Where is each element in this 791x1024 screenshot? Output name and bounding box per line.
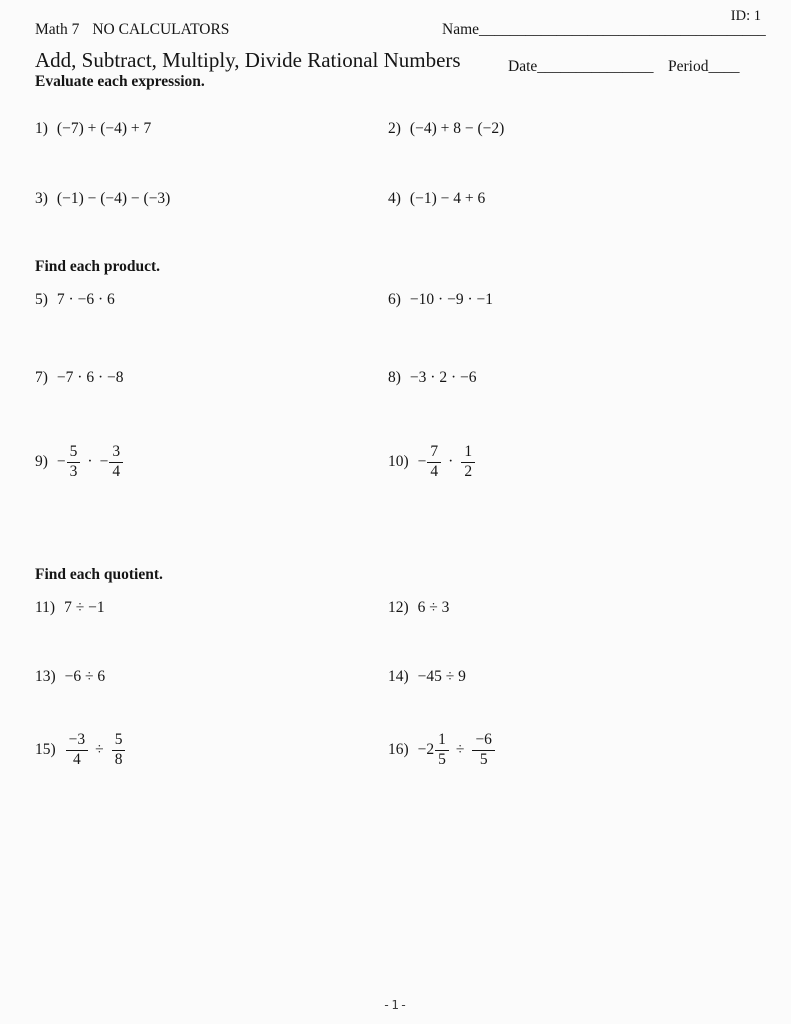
fraction <box>109 443 123 481</box>
fraction <box>427 443 441 481</box>
fraction-denominator: 4 <box>109 462 123 482</box>
problem-expression: (−1) − 4 + 6 <box>409 190 486 207</box>
period-label: Period <box>668 58 709 75</box>
problem-number: 6) <box>388 291 401 308</box>
problem-expression: −6 ÷ 6 <box>64 668 106 685</box>
problem-number: 3) <box>35 190 48 207</box>
problem-number: 7) <box>35 369 48 386</box>
problem-13 <box>35 668 105 686</box>
fraction-denominator: 3 <box>67 462 81 482</box>
problem-number: 2) <box>388 120 401 137</box>
fraction-numerator: 7 <box>430 443 439 460</box>
problem-1 <box>35 120 151 138</box>
name-label: Name <box>442 21 480 38</box>
no-calculators-label: NO CALCULATORS <box>92 21 230 38</box>
course-label: Math 7 <box>35 21 80 38</box>
multiply-operator: · <box>448 453 454 471</box>
course-line <box>35 21 229 39</box>
problem-expression: (−4) + 8 − (−2) <box>409 120 505 137</box>
problem-number: 8) <box>388 369 401 386</box>
fraction-denominator: 4 <box>427 462 441 482</box>
fraction-numerator: 3 <box>112 443 121 460</box>
problem-number: 5) <box>35 291 48 308</box>
problem-expression: (−1) − (−4) − (−3) <box>56 190 171 207</box>
period-line <box>668 58 739 76</box>
problem-expression: −10 · −9 · −1 <box>409 291 493 308</box>
problem-number: 13) <box>35 668 56 685</box>
name-blank: _____________________________________ <box>479 21 766 38</box>
negative-sign: − <box>417 453 427 471</box>
problem-number: 12) <box>388 599 409 616</box>
problem-expression: −45 ÷ 9 <box>417 668 466 685</box>
fraction-numerator: 1 <box>464 443 473 460</box>
mixed-number-whole-part: −2 <box>417 741 435 759</box>
multiply-operator: · <box>87 453 93 471</box>
worksheet-id: ID: 1 <box>730 8 761 24</box>
date-line <box>508 58 654 76</box>
page-number: -1- <box>382 997 409 1012</box>
problem-number: 15) <box>35 741 56 759</box>
problem-16 <box>388 731 495 769</box>
problem-number: 9) <box>35 453 48 471</box>
problem-11 <box>35 599 105 617</box>
problem-7 <box>35 369 123 387</box>
section-heading-evaluate: Evaluate each expression. <box>35 73 205 90</box>
problem-14 <box>388 668 466 686</box>
fraction-denominator: 2 <box>461 462 475 482</box>
fraction <box>67 443 81 481</box>
problem-number: 14) <box>388 668 409 685</box>
problem-9 <box>35 443 123 481</box>
fraction <box>461 443 475 481</box>
problem-number: 16) <box>388 741 409 759</box>
negative-sign: − <box>56 453 66 471</box>
worksheet-title: Add, Subtract, Multiply, Divide Rational Numbers <box>35 48 461 72</box>
divide-operator: ÷ <box>455 741 465 759</box>
fraction-denominator: 5 <box>472 750 495 770</box>
fraction-denominator: 4 <box>66 750 89 770</box>
fraction-numerator: −6 <box>475 731 492 748</box>
problem-number: 4) <box>388 190 401 207</box>
date-label: Date <box>508 58 538 75</box>
problem-8 <box>388 369 476 387</box>
problem-12 <box>388 599 449 617</box>
section-heading-product: Find each product. <box>35 258 161 275</box>
problem-4 <box>388 190 485 208</box>
negative-sign: − <box>99 453 109 471</box>
section-heading-quotient: Find each quotient. <box>35 566 163 583</box>
problem-expression: 7 ÷ −1 <box>64 599 105 616</box>
problem-number: 1) <box>35 120 48 137</box>
divide-operator: ÷ <box>95 741 104 759</box>
problem-expression: (−7) + (−4) + 7 <box>56 120 152 137</box>
fraction-numerator: 1 <box>438 731 446 748</box>
problem-6 <box>388 291 493 309</box>
fraction-numerator: −3 <box>68 731 86 748</box>
problem-10 <box>388 443 475 481</box>
fraction <box>472 731 495 769</box>
problem-5 <box>35 291 115 309</box>
fraction <box>66 731 89 769</box>
fraction-numerator: 5 <box>114 731 123 748</box>
fraction <box>435 731 449 769</box>
problem-15 <box>35 731 125 769</box>
fraction-denominator: 8 <box>112 750 126 770</box>
problem-expression: −3 · 2 · −6 <box>409 369 477 386</box>
problem-expression: 7 · −6 · 6 <box>56 291 115 308</box>
period-blank: ____ <box>708 58 740 75</box>
fraction-denominator: 5 <box>435 750 449 770</box>
name-line <box>442 21 766 39</box>
problem-expression: 6 ÷ 3 <box>417 599 450 616</box>
problem-expression: −7 · 6 · −8 <box>56 369 124 386</box>
date-blank: _______________ <box>537 58 654 75</box>
fraction <box>112 731 126 769</box>
problem-number: 11) <box>35 599 56 616</box>
problem-number: 10) <box>388 453 409 471</box>
problem-3 <box>35 190 170 208</box>
problem-2 <box>388 120 504 138</box>
fraction-numerator: 5 <box>69 443 78 460</box>
